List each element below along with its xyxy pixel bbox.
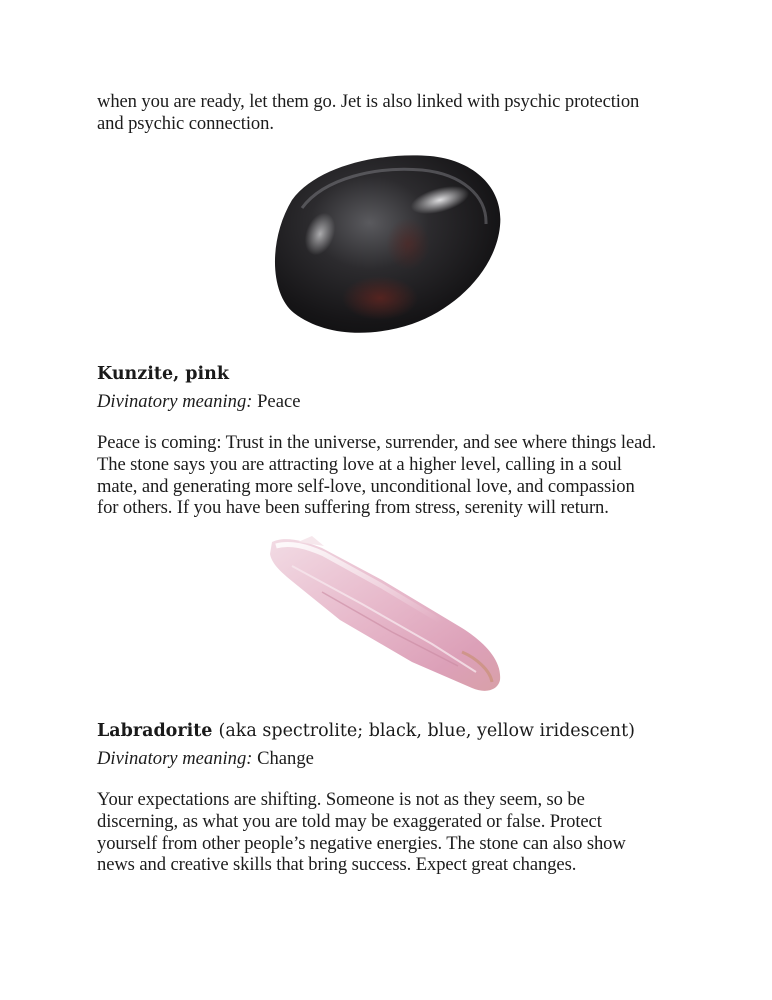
jet-stone-image: [262, 148, 512, 338]
kunzite-heading: [97, 363, 229, 385]
text-line: for others. If you have been suffering from stress, serenity will return.: [97, 497, 609, 519]
stone-aka: (aka spectrolite; black, blue, yellow iridescent): [218, 721, 635, 741]
labradorite-heading: [97, 720, 635, 742]
labradorite-meaning: [97, 748, 314, 770]
text-line: discerning, as what you are told may be exaggerated or false. Protect: [97, 810, 602, 832]
jet-description-paragraph: [97, 91, 697, 135]
text-line: The stone says you are attracting love at a higher level, calling in a soul: [97, 453, 622, 475]
stone-name: Labradorite: [97, 721, 213, 741]
meaning-label: Divinatory meaning:: [97, 391, 253, 412]
text-line: news and creative skills that bring success. Expect great changes.: [97, 854, 577, 876]
text-line: yourself from other people’s negative energies. The stone can also show: [97, 832, 626, 854]
kunzite-crystal-image: [262, 532, 512, 697]
text-line: mate, and generating more self-love, unconditional love, and compassion: [97, 475, 635, 497]
stone-name: Kunzite, pink: [97, 364, 229, 384]
meaning-label: Divinatory meaning:: [97, 748, 253, 769]
text-line: when you are ready, let them go. Jet is also linked with psychic protection: [97, 91, 640, 112]
labradorite-description-paragraph: [97, 789, 697, 876]
text-line: and psychic connection.: [97, 112, 274, 134]
meaning-value: Change: [257, 748, 314, 769]
kunzite-description-paragraph: [97, 432, 697, 519]
text-line: Your expectations are shifting. Someone is not as they seem, so be: [97, 789, 585, 810]
meaning-value: Peace: [257, 391, 301, 412]
kunzite-meaning: [97, 391, 300, 413]
text-line: Peace is coming: Trust in the universe, surrender, and see where things lead.: [97, 432, 657, 453]
